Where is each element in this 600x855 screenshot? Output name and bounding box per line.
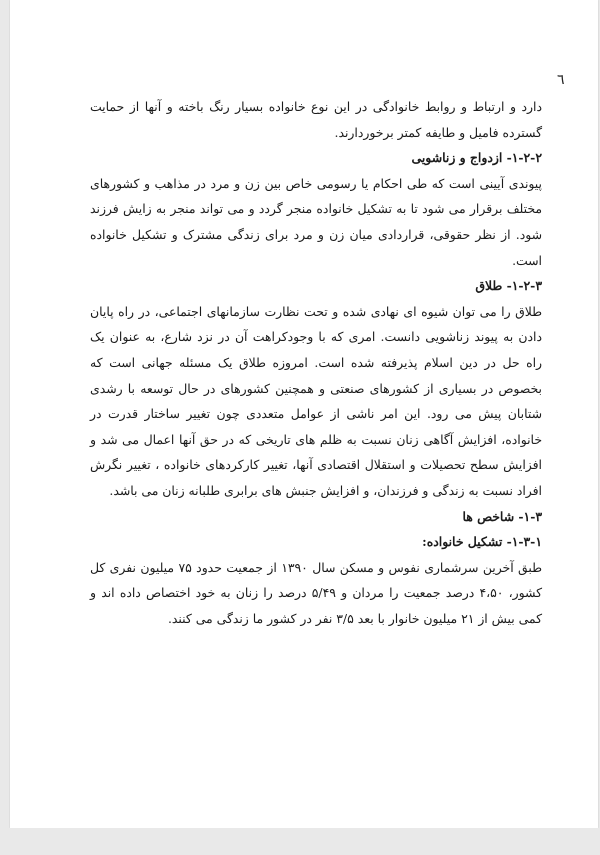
- family-formation-paragraph: طبق آخرین سرشماری نفوس و مسکن سال ۱۳۹۰ از جمعیت حدود ۷۵ میلیون نفری کل کشور، ۴،۵۰ درصد جمعیت را مردان و ۵/۴۹ درصد را زنان به خود اختصاص داده اند و کمی بیش از ۲۱ میلیون خانوار با بعد ۳/۵ نفر در کشور ما زندگی می کنند.: [90, 559, 542, 626]
- document-body: [90, 94, 542, 631]
- marriage-paragraph: پیوندی آیینی است که طی احکام یا رسومی خاص بین زن و مرد در مذاهب و کشورهای مختلف برقرار می شود تا به تشکیل خانواده منجر گردد و می تواند منجر به زایش فرزند شود. از نظر حقوقی، قراردادی میان زن و مرد برای زندگی مشترک و تشکیل خانواده است.: [90, 175, 542, 268]
- page-number: ٦: [557, 72, 565, 88]
- section-heading-marriage: ۱-۲-۲- ازدواج و زناشویی: [411, 150, 542, 166]
- page-gap: [0, 828, 600, 855]
- divorce-paragraph: طلاق را می توان شیوه ای نهادی شده و تحت نظارت سازمانهای اجتماعی، در راه پایان دادن به پیوند زناشویی دانست. امری که با وجودکراهت آن در نزد شارع، به عنوان یک راه حل در دین اسلام پذیرفته شده است. امروزه طلاق یک مسئله جهانی است که بخصوص در بسیاری از کشورهای صنعتی و همچنین کشورهای در حال توسعه با رشدی شتابان پیش می رود. این امر ناشی از عوامل متعددی چون تغییر ساختار قدرت در خانواده، افزایش آگاهی زنان نسبت به ظلم های تاریخی که در حق آنها اعمال می شد و افزایش سطح تحصیلات و استقلال اقتصادی آنها، تغییر کارکردهای خانواده ، تغییر نگرش افراد نسبت به زندگی و فرزندان، و افزایش جنبش های برابری طلبانه زنان می باشد.: [90, 303, 542, 498]
- document-page: [10, 0, 598, 828]
- section-heading-indicators: ۱-۳- شاخص ها: [462, 508, 542, 524]
- section-heading-divorce: ۱-۲-۳- طلاق: [475, 278, 542, 294]
- intro-paragraph: دارد و ارتباط و روابط خانوادگی در این نوع خانواده بسیار رنگ باخته و آنها از حمایت گسترده فامیل و طایفه کمتر برخوردارند.: [90, 99, 542, 140]
- section-heading-family-formation: ۱-۳-۱- تشکیل خانواده:: [422, 534, 542, 550]
